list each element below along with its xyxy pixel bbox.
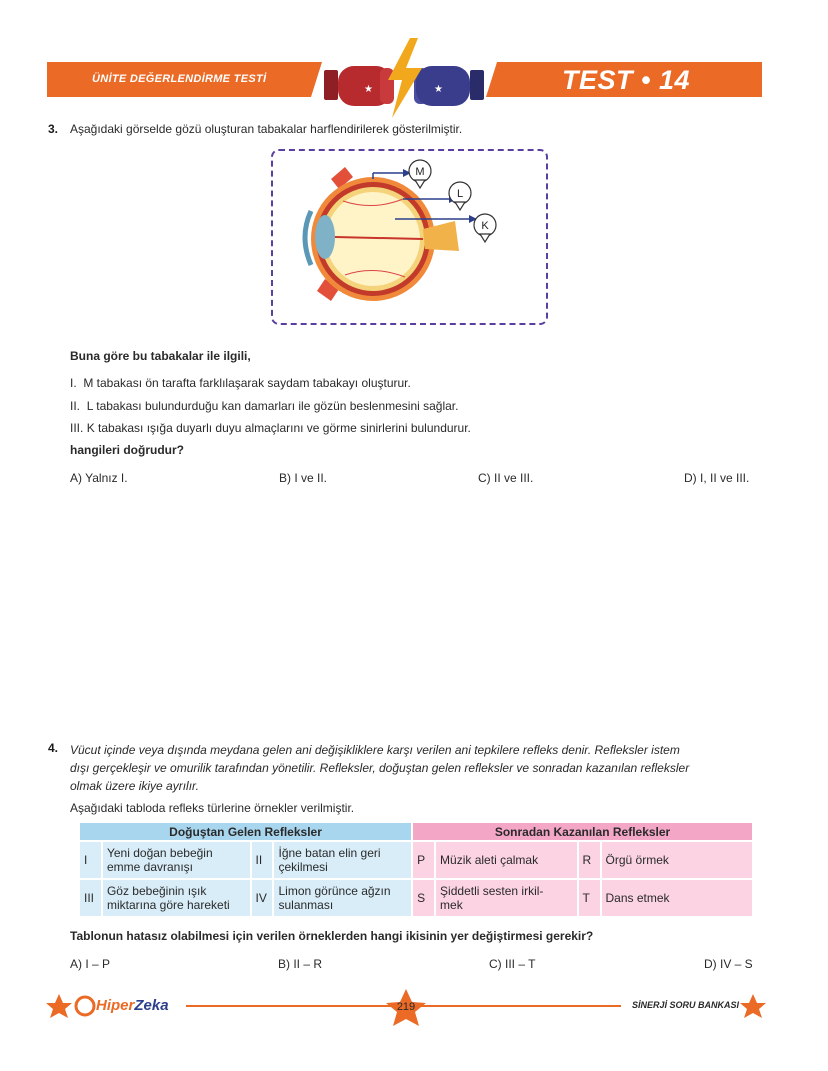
- boxing-gloves-icon: [318, 38, 490, 118]
- table-cell: Göz bebeğinin ışık miktarına göre hareketi: [102, 879, 251, 917]
- row-label: T: [578, 879, 601, 917]
- table-cell: Şiddetli sesten irkil- mek: [435, 879, 578, 917]
- q3-statement-1: [70, 376, 411, 390]
- table-cell: Dans etmek: [601, 879, 753, 917]
- reflex-table: [78, 821, 754, 918]
- q3-option-d[interactable]: D) I, II ve III.: [684, 471, 750, 485]
- q4-intro-line: olmak üzere ikiye ayrılır.: [70, 779, 199, 793]
- row-label: IV: [251, 879, 274, 917]
- q4-table-intro: Aşağıdaki tabloda refleks türlerine örnekler verilmiştir.: [70, 801, 355, 815]
- table-cell: Müzik aleti çalmak: [435, 841, 578, 879]
- q4-option-a[interactable]: A) I – P: [70, 957, 111, 971]
- q4-intro-line: dışı gerçekleşir ve omurilik tarafından yönetilir. Refleksler, doğuştan gelen refleksler ve sonradan kazanılan refleksler: [70, 761, 690, 775]
- table-row: [79, 841, 753, 879]
- q4-question: Tablonun hatasız olabilmesi için verilen örneklerden hangi ikisinin yer değiştirmesi gerekir?: [70, 929, 594, 943]
- footer-star-left-icon: [44, 992, 74, 1020]
- q4-intro: [70, 741, 770, 795]
- page-number: 219: [396, 1001, 416, 1013]
- q4-option-b[interactable]: B) II – R: [278, 957, 323, 971]
- row-label: III: [79, 879, 102, 917]
- row-label: P: [412, 841, 435, 879]
- label-m: M: [415, 166, 425, 178]
- q3-number: 3.: [48, 122, 59, 136]
- header-test-number: TEST • 14: [562, 65, 690, 95]
- row-label: R: [578, 841, 601, 879]
- statement-number: II.: [70, 399, 81, 413]
- svg-text:★: ★: [364, 84, 373, 95]
- eye-figure-frame: [271, 149, 548, 325]
- statement-text: L tabakası bulundurduğu kan damarları ile gözün beslenmesini sağlar.: [86, 399, 459, 413]
- q3-question: hangileri doğrudur?: [70, 443, 184, 457]
- header-left-title: ÜNİTE DEĞERLENDİRME TESTİ: [92, 73, 267, 85]
- statement-text: K tabakası ışığa duyarlı duyu almaçlarını ve görme sinirlerini bulundurur.: [86, 421, 471, 435]
- table-header-row: [79, 822, 753, 841]
- row-label: S: [412, 879, 435, 917]
- q3-option-a[interactable]: A) Yalnız I.: [70, 471, 128, 485]
- row-label: I: [79, 841, 102, 879]
- table-row: [79, 879, 753, 917]
- q4-option-d[interactable]: D) IV – S: [704, 957, 753, 971]
- q4-number: 4.: [48, 741, 59, 755]
- q3-statement-2: [70, 399, 458, 413]
- q3-stem: Aşağıdaki görselde gözü oluşturan tabakalar harflendirilerek gösterilmiştir.: [70, 122, 463, 136]
- q3-lead: Buna göre bu tabakalar ile ilgili,: [70, 349, 251, 363]
- brand-name: HiperZeka: [96, 997, 169, 1014]
- brand-logo-icon: [74, 993, 96, 1019]
- statement-text: M tabakası ön tarafta farklılaşarak saydam tabakayı oluşturur.: [83, 376, 411, 390]
- table-cell: Örgü örmek: [601, 841, 753, 879]
- footer-star-right-icon: [738, 992, 768, 1020]
- q4-intro-line: Vücut içinde veya dışında meydana gelen ani değişikliklere karşı verilen ani tepkilere refleks denir. Refleksler istem: [70, 743, 680, 757]
- table-cell: Limon görünce ağzın sulanması: [273, 879, 412, 917]
- table-cell: Yeni doğan bebeğin emme davranışı: [102, 841, 251, 879]
- header-innate-reflexes: Doğuştan Gelen Refleksler: [79, 822, 412, 841]
- statement-number: III.: [70, 421, 84, 435]
- row-label: II: [251, 841, 274, 879]
- statement-number: I.: [70, 376, 77, 390]
- q3-option-b[interactable]: B) I ve II.: [279, 471, 328, 485]
- svg-text:★: ★: [434, 84, 443, 95]
- q3-option-c[interactable]: C) II ve III.: [478, 471, 534, 485]
- q4-option-c[interactable]: C) III – T: [489, 957, 536, 971]
- label-k: K: [481, 220, 489, 232]
- eye-layers-diagram: [273, 151, 546, 323]
- label-l: L: [456, 188, 464, 200]
- q3-statement-3: [70, 421, 471, 435]
- table-cell: İğne batan elin geri çekilmesi: [273, 841, 412, 879]
- book-title: SİNERJİ SORU BANKASI: [632, 1000, 740, 1010]
- header-acquired-reflexes: Sonradan Kazanılan Refleksler: [412, 822, 753, 841]
